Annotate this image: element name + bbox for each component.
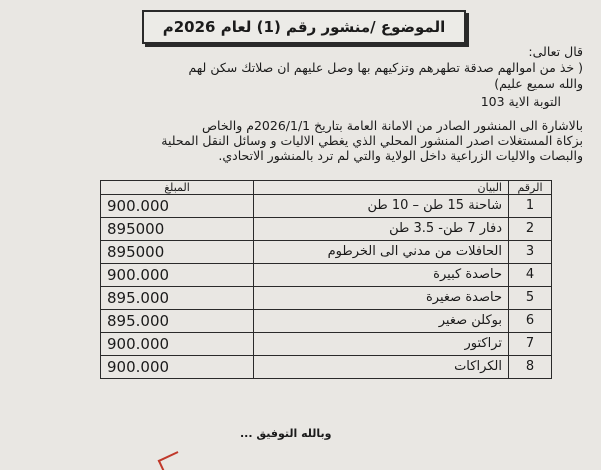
row-no: 6 xyxy=(509,310,552,333)
row-amount: 895.000 xyxy=(101,287,254,310)
table-row xyxy=(101,356,552,379)
row-no: 4 xyxy=(509,264,552,287)
row-desc: حاصدة صغيرة xyxy=(254,287,509,310)
row-desc: شاحنة 15 طن – 10 طن xyxy=(254,195,509,218)
row-desc: حاصدة كبيرة xyxy=(254,264,509,287)
table-row xyxy=(101,264,552,287)
row-desc: الحافلات من مدني الى الخرطوم xyxy=(254,241,509,264)
row-desc: تراكتور xyxy=(254,333,509,356)
table-row xyxy=(101,241,552,264)
row-no: 2 xyxy=(509,218,552,241)
quote-intro: قال تعالى: xyxy=(528,44,583,59)
red-pen-mark xyxy=(158,451,185,470)
row-amount: 895000 xyxy=(101,241,254,264)
row-no: 1 xyxy=(509,195,552,218)
row-amount: 900.000 xyxy=(101,195,254,218)
quote-verse-line1: ( خذ من اموالهم صدقة تطهرهم وتزكيهم بها وصل عليهم ان صلاتك سكن لهم xyxy=(188,60,583,75)
quote-reference: التوبة الاية 103 xyxy=(480,94,561,109)
row-no: 5 xyxy=(509,287,552,310)
paragraph-line-3: والبصات والاليات الزراعية داخل الولاية والتي لم ترد بالمنشور الاتحادي. xyxy=(218,148,583,163)
closing-text: وبالله التوفيق ... xyxy=(240,427,332,440)
header-desc: البيان xyxy=(254,181,509,195)
row-amount: 900.000 xyxy=(101,356,254,379)
header-no: الرقم xyxy=(509,181,552,195)
row-no: 8 xyxy=(509,356,552,379)
header-amount: المبلغ xyxy=(101,181,254,195)
row-amount: 895.000 xyxy=(101,310,254,333)
row-no: 3 xyxy=(509,241,552,264)
row-amount: 900.000 xyxy=(101,264,254,287)
quote-verse-line2: والله سميع عليم) xyxy=(494,76,583,91)
fees-table xyxy=(100,180,552,379)
row-desc: دفار 7 طن- 3.5 طن xyxy=(254,218,509,241)
paragraph-line-1: بالاشارة الى المنشور الصادر من الامانة العامة بتاريخ 2026/1/1م والخاص xyxy=(201,118,583,133)
table-row xyxy=(101,310,552,333)
document-title: الموضوع /منشور رقم (1) لعام 2026م xyxy=(142,10,466,44)
paragraph-line-2: بزكاة المستغلات اصدر المنشور المحلي الذي يغطي الاليات و وسائل النقل المحلية xyxy=(161,133,583,148)
row-amount: 900.000 xyxy=(101,333,254,356)
table-row xyxy=(101,218,552,241)
row-amount: 895000 xyxy=(101,218,254,241)
table-row xyxy=(101,333,552,356)
row-desc: الكراكات xyxy=(254,356,509,379)
row-no: 7 xyxy=(509,333,552,356)
table-row xyxy=(101,287,552,310)
table-row xyxy=(101,195,552,218)
table-header-row xyxy=(101,181,552,195)
row-desc: بوكلن صغير xyxy=(254,310,509,333)
